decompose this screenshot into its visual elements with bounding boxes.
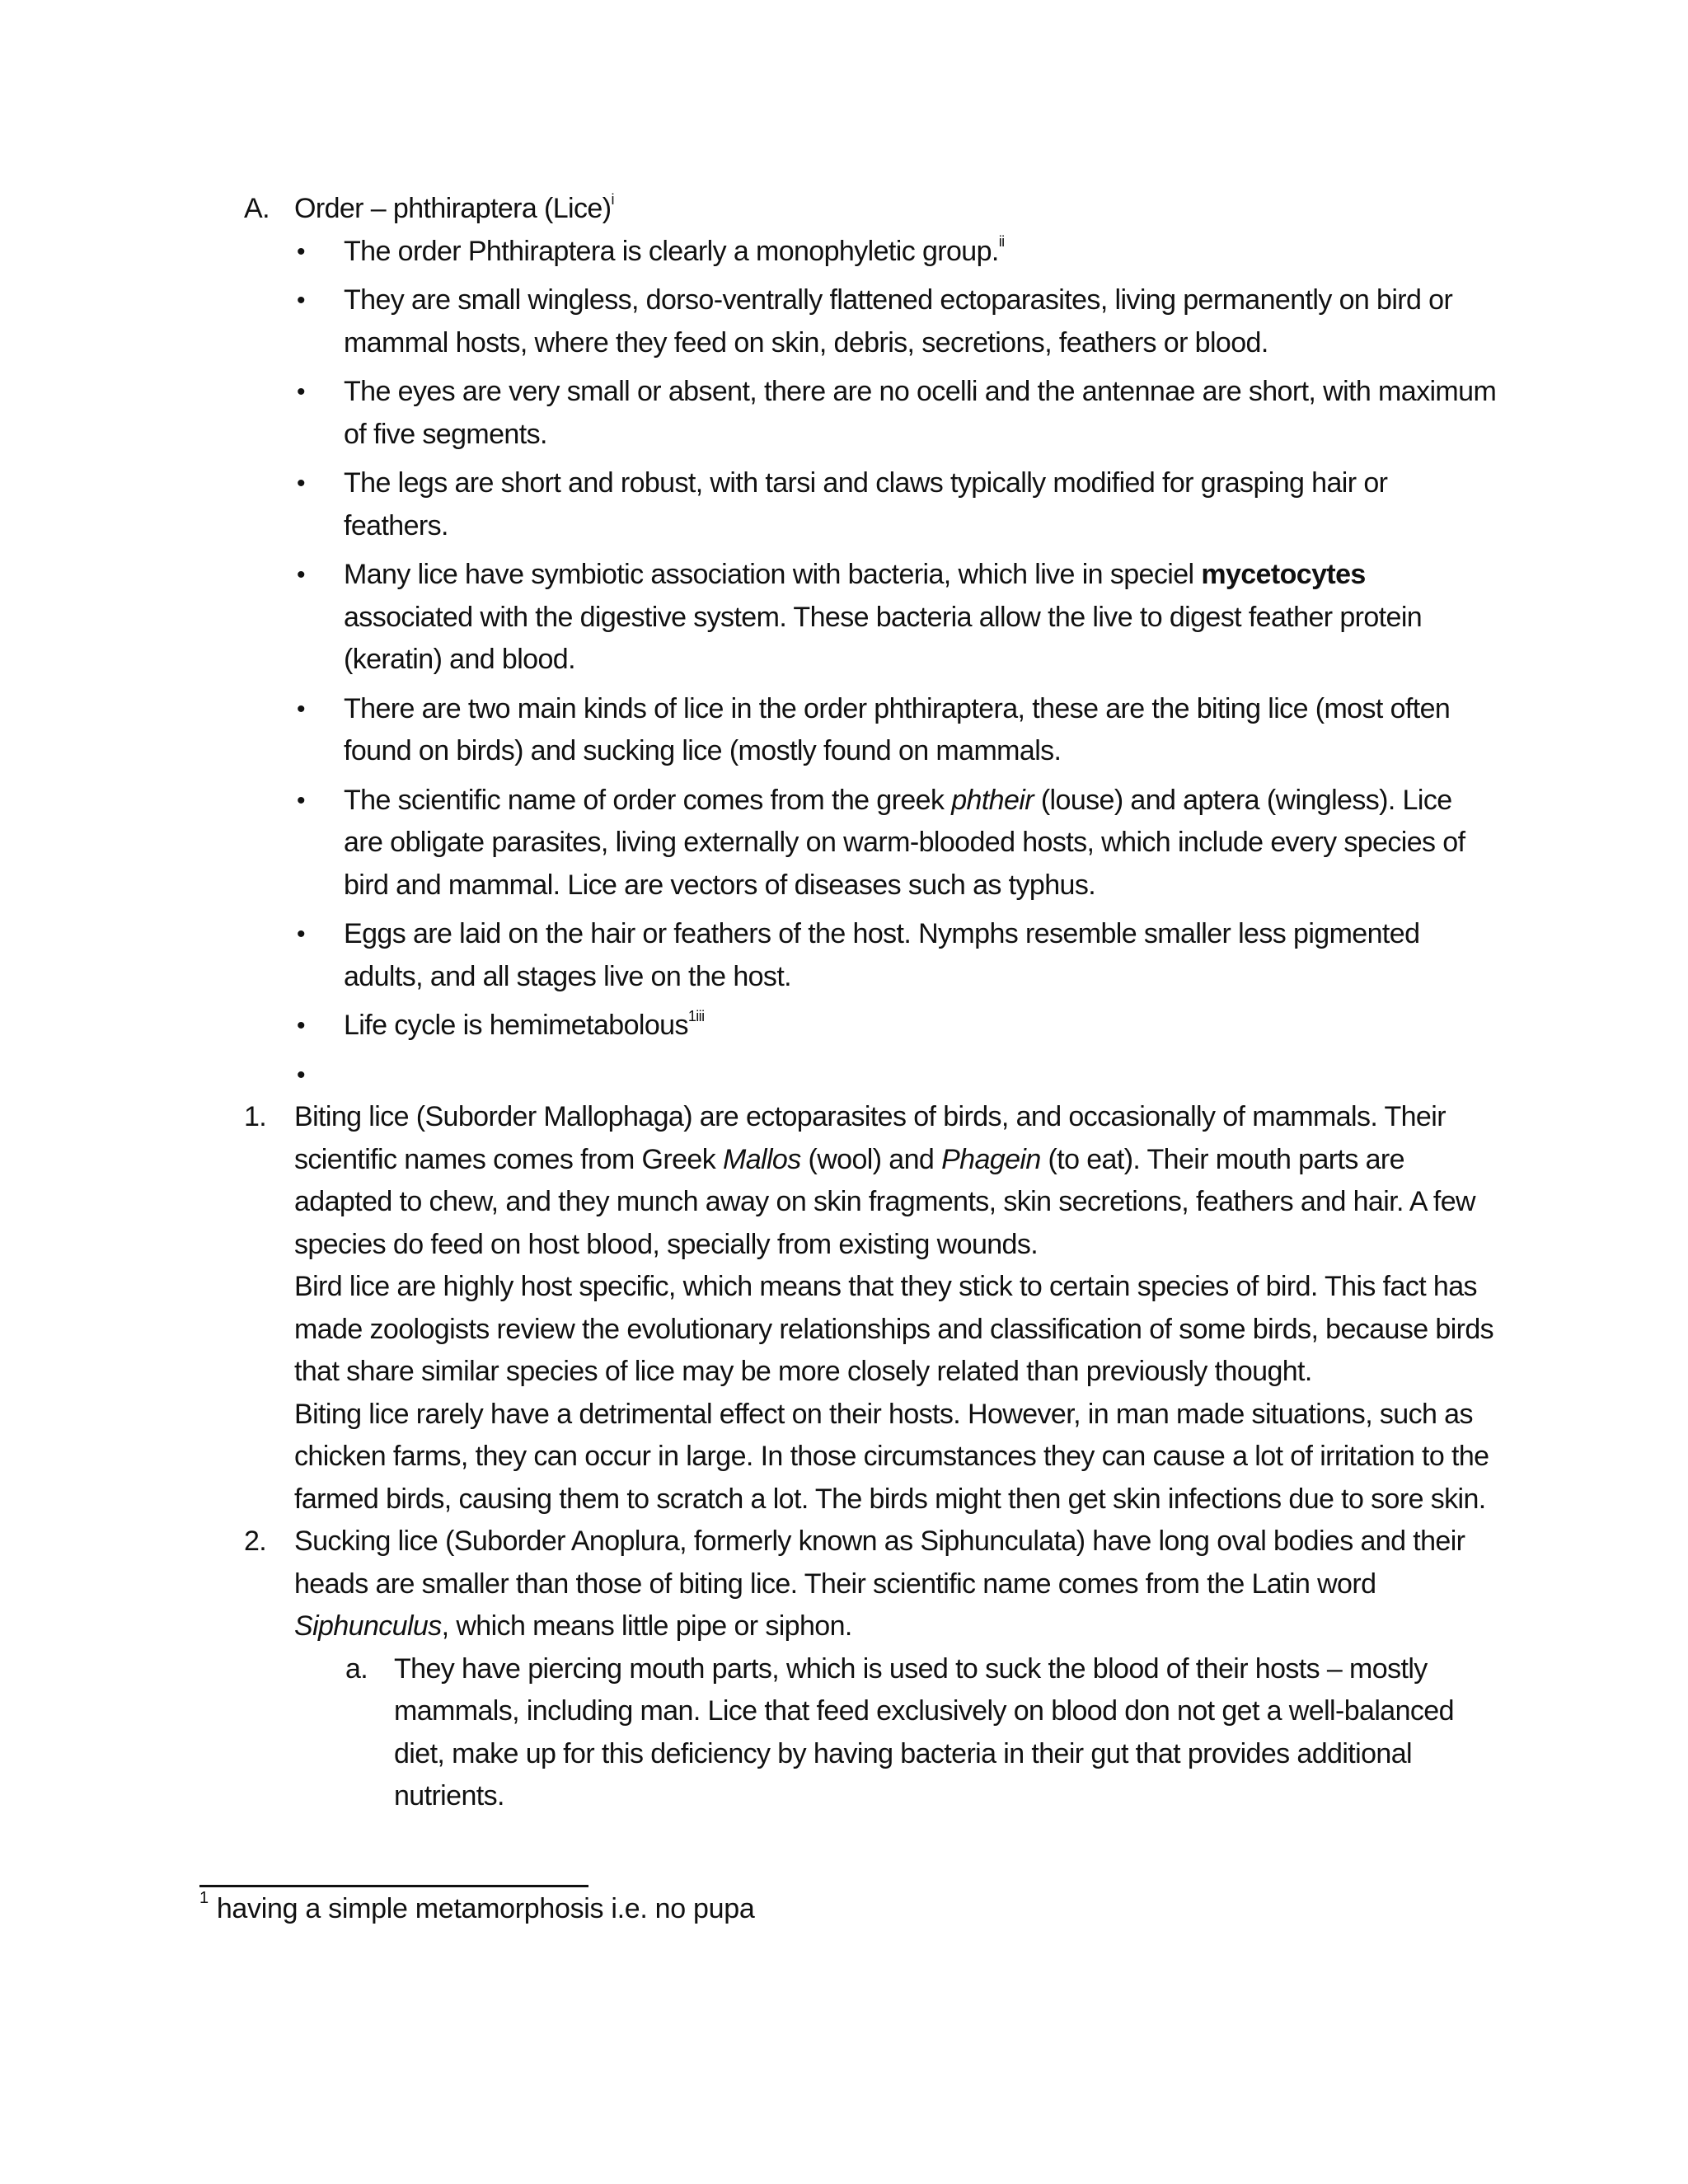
bullet-item bbox=[0, 371, 1688, 456]
number-marker: 1. bbox=[244, 1101, 267, 1132]
paragraph: Bird lice are highly host specific, which means that they stick to certain species of bird. This fact has made zoologists review the evolutionary relationships and classification of some birds, because birds that share similar species of lice may be more closely related than previously thought. bbox=[294, 1271, 1494, 1387]
paragraph: Sucking lice (Suborder Anoplura, formerly known as Siphunculata) have long oval bodies and their heads are smaller than those of biting lice. Their scientific name comes from the Latin word Siphunculus, which means little pipe or siphon. bbox=[294, 1526, 1465, 1642]
paragraph: Biting lice (Suborder Mallophaga) are ectoparasites of birds, and occasionally of mammals. Their scientific names comes from Greek Mallos (wool) and Phagein (to eat). Their mouth parts are adapted to chew, and they munch away on skin fragments, skin secretions, feathers and hair. A few species do feed on host blood, specially from existing wounds. bbox=[294, 1101, 1476, 1260]
numbered-item bbox=[0, 1096, 1688, 1521]
bold-term: mycetocytes bbox=[1201, 559, 1366, 590]
section-marker: A. bbox=[244, 193, 270, 224]
italic-term: Phagein bbox=[941, 1143, 1041, 1175]
bullet-item bbox=[0, 780, 1688, 907]
paragraph: They have piercing mouth parts, which is used to suck the blood of their hosts – mostly mammals, including man. Lice that feed exclusively on blood don not get a well-balanced diet, make up for this deficiency by having bacteria in their gut that provides additional nutrients. bbox=[394, 1652, 1454, 1811]
bullet-marker: • bbox=[297, 1061, 305, 1089]
bullet-item bbox=[0, 231, 1688, 274]
section-title: Order – phthiraptera (Lice) bbox=[294, 193, 612, 224]
bullet-text: associated with the digestive system. These bacteria allow the live to digest feather protein (keratin) and blood. bbox=[344, 601, 1423, 675]
lettered-item bbox=[0, 1648, 1688, 1818]
bullet-text: They are small wingless, dorso-ventrally flattened ectoparasites, living permanently on bird or mammal hosts, where they feed on skin, debris, secretions, feathers or blood. bbox=[344, 284, 1453, 359]
endnote-ref: i bbox=[611, 190, 614, 208]
italic-term: phtheir bbox=[951, 784, 1034, 816]
bullet-marker: • bbox=[297, 695, 305, 723]
footnote-marker: 1 bbox=[199, 1888, 209, 1907]
bullet-marker: • bbox=[297, 378, 305, 405]
bullet-marker: • bbox=[297, 1012, 305, 1039]
bullet-text: Many lice have symbiotic association with bacteria, which live in speciel bbox=[344, 559, 1202, 590]
bullet-marker: • bbox=[297, 470, 305, 497]
bullet-marker: • bbox=[297, 786, 305, 814]
bullet-text: There are two main kinds of lice in the order phthiraptera, these are the biting lice (most often found on birds) and sucking lice (mostly found on mammals. bbox=[344, 692, 1451, 766]
section-heading bbox=[0, 188, 1688, 231]
bullet-text: The eyes are very small or absent, there are no ocelli and the antennae are short, with maximum of five segments. bbox=[344, 376, 1497, 450]
bullet-item bbox=[0, 688, 1688, 773]
bullet-item bbox=[0, 554, 1688, 682]
italic-term: Mallos bbox=[722, 1143, 801, 1175]
italic-term: Siphunculus bbox=[294, 1610, 442, 1642]
number-marker: 2. bbox=[244, 1526, 267, 1557]
bullet-text: (louse) and aptera (wingless). Lice are obligate parasites, living externally on warm-blooded hosts, which include every species of bird and mammal. Lice are vectors of diseases such as typhus. bbox=[344, 784, 1465, 901]
bullet-marker: • bbox=[297, 921, 305, 948]
letter-marker: a. bbox=[345, 1652, 368, 1685]
endnote-ref: ii bbox=[998, 233, 1005, 251]
bullet-text: Life cycle is hemimetabolous bbox=[344, 1010, 688, 1041]
footnote-ref: 1iii bbox=[687, 1007, 705, 1024]
bullet-item bbox=[0, 462, 1688, 547]
footnote-text: having a simple metamorphosis i.e. no pupa bbox=[216, 1893, 755, 1924]
bullet-text: The order Phthiraptera is clearly a monophyletic group. bbox=[344, 235, 999, 267]
bullet-item bbox=[0, 1005, 1688, 1047]
bullet-text: Eggs are laid on the hair or feathers of the host. Nymphs resemble smaller less pigmented adults, and all stages live on the host. bbox=[344, 918, 1420, 992]
bullet-item bbox=[0, 913, 1688, 998]
numbered-item bbox=[0, 1521, 1688, 1648]
bullet-marker: • bbox=[297, 561, 305, 588]
bullet-marker: • bbox=[297, 237, 305, 265]
document-body bbox=[0, 188, 1688, 1818]
bullet-text: The scientific name of order comes from the greek bbox=[344, 784, 952, 816]
bullet-item bbox=[0, 279, 1688, 364]
bullet-text: The legs are short and robust, with tarsi and claws typically modified for grasping hair or feathers. bbox=[344, 467, 1388, 541]
bullet-item-empty bbox=[0, 1054, 1688, 1097]
paragraph: Biting lice rarely have a detrimental effect on their hosts. However, in man made situations, such as chicken farms, they can occur in large. In those circumstances they can cause a lot of irritation to the farmed birds, causing them to scratch a lot. The birds might then get skin infections due to sore skin. bbox=[294, 1398, 1489, 1515]
footnote bbox=[199, 1884, 755, 1933]
bullet-marker: • bbox=[297, 287, 305, 314]
